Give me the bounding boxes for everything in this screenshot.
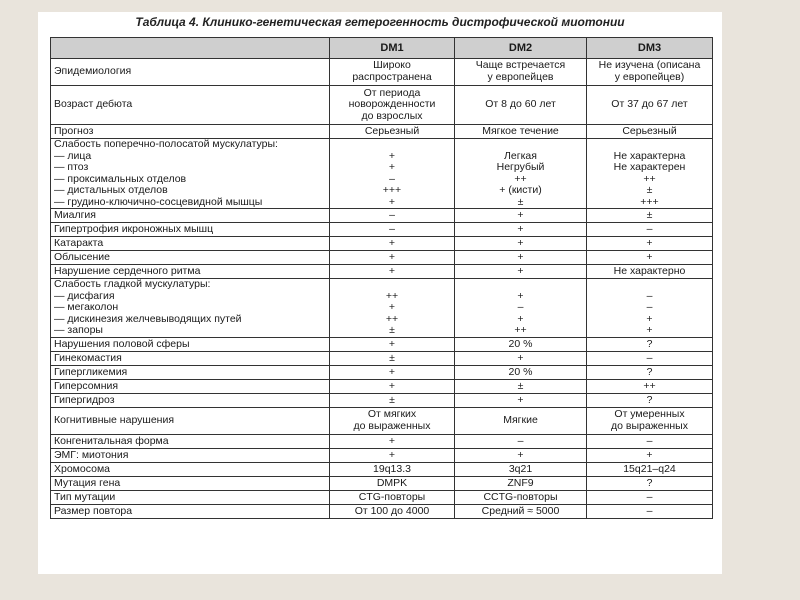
cell-value-text: 19q13.3 — [373, 462, 411, 475]
cell-value-text: + — [388, 301, 396, 314]
cell-value-text: ++ — [385, 312, 399, 325]
row-label-cell — [51, 237, 330, 251]
cell-value-text: ± — [517, 379, 524, 392]
cell-value-text: Средний ≈ 5000 — [481, 504, 560, 517]
cell-value-text: ± — [646, 184, 653, 197]
value-cell-dm3 — [587, 491, 713, 505]
row-label-text: Возраст дебюта — [54, 98, 133, 111]
cell-value-text: распространена — [352, 71, 432, 83]
value-cell-dm1 — [330, 209, 455, 223]
row-label-cell — [51, 394, 330, 408]
row-label-text: Миалгия — [54, 209, 96, 221]
cell-value-text: От умеренных — [614, 408, 685, 421]
value-cell-dm1 — [330, 338, 455, 352]
cell-value-text: – — [646, 434, 653, 447]
value-cell-dm2 — [455, 237, 587, 251]
cell-value-text: + — [646, 324, 653, 337]
cell-value-text: Мягкие — [503, 414, 538, 427]
value-cell-dm1 — [330, 366, 455, 380]
value-cell-dm3 — [587, 251, 713, 265]
cell-value-text: ? — [646, 476, 653, 489]
cell-value-text: ZNF9 — [507, 476, 534, 489]
cell-value-text: + — [517, 289, 524, 302]
cell-value-text: до выраженных — [353, 420, 431, 433]
table-row — [51, 279, 713, 338]
cell-value-text: + — [517, 237, 524, 249]
table-row — [51, 352, 713, 366]
value-cell-dm3 — [587, 352, 713, 366]
table-body — [51, 59, 713, 519]
table-row — [51, 125, 713, 139]
cell-value-text: От мягких — [367, 408, 417, 421]
value-cell-dm1 — [330, 449, 455, 463]
cell-value-text: + — [517, 223, 524, 235]
cell-value-text: +++ — [640, 195, 659, 208]
value-cell-dm1 — [330, 265, 455, 279]
table-caption: Таблица 4. Клинико-генетическая гетерогенность дистрофической миотонии — [135, 15, 625, 29]
row-label-cell — [51, 463, 330, 477]
cell-value-text: + — [388, 265, 396, 277]
row-label-cell — [51, 59, 330, 86]
cell-value-text: – — [646, 351, 653, 364]
cell-value-text: От периода — [363, 86, 421, 99]
cell-value-text: + — [388, 448, 396, 461]
cell-value-text: От 37 до 67 лет — [611, 98, 688, 111]
value-cell-dm3 — [587, 209, 713, 223]
row-label-cell — [51, 435, 330, 449]
value-cell-dm3 — [587, 59, 713, 86]
cell-value-text: 3q21 — [508, 462, 533, 475]
value-cell-dm3 — [587, 86, 713, 125]
cell-value-text: до выраженных — [611, 420, 688, 433]
cell-value-text: + — [517, 312, 524, 325]
cell-value-text — [458, 139, 583, 151]
value-cell-dm2 — [455, 338, 587, 352]
row-label-cell — [51, 352, 330, 366]
row-label-text: Гипергидроз — [54, 393, 115, 406]
cell-value-text: Мягкое течение — [482, 124, 559, 137]
row-label-cell — [51, 265, 330, 279]
row-label-text: — мегаколон — [54, 301, 119, 314]
row-label-text: — грудино-ключично-сосцевидной мышцы — [54, 195, 263, 208]
table-row — [51, 505, 713, 519]
cell-value-text: Серьезный — [364, 124, 420, 137]
cell-value-text: Не характерен — [613, 161, 686, 174]
value-cell-dm2 — [455, 477, 587, 491]
value-cell-dm1 — [330, 463, 455, 477]
table-row — [51, 223, 713, 237]
value-cell-dm3 — [587, 265, 713, 279]
row-label-cell — [51, 477, 330, 491]
cell-value-text: у европейцев — [487, 71, 554, 83]
row-label-text: — дистальных отделов — [54, 184, 168, 197]
cell-value-text: ++ — [385, 289, 399, 302]
cell-value-text: DMPK — [376, 476, 408, 489]
row-label-cell — [51, 223, 330, 237]
row-label-text: Гипергликемия — [54, 365, 128, 378]
row-label-text: Эпидемиология — [54, 65, 132, 78]
cell-value-text: – — [517, 301, 524, 314]
comparison-table — [50, 37, 713, 519]
row-label-text: Слабость поперечно-полосатой мускулатуры: — [54, 138, 278, 150]
table-row — [51, 380, 713, 394]
cell-value-text: + — [388, 251, 396, 263]
cell-value-text: ? — [646, 365, 653, 378]
row-label-text: Хромосома — [54, 462, 111, 475]
row-label-text: Нарушение сердечного ритма — [54, 265, 201, 277]
row-label-text: Прогноз — [54, 124, 94, 137]
cell-value-text: 20 % — [508, 365, 533, 378]
value-cell-dm2 — [455, 209, 587, 223]
cell-value-text: CTG-повторы — [358, 490, 426, 503]
value-cell-dm1 — [330, 408, 455, 435]
value-cell-dm2 — [455, 59, 587, 86]
row-label-cell — [51, 366, 330, 380]
row-label-text: Гипертрофия икроножных мышц — [54, 223, 214, 235]
cell-value-text: ± — [517, 195, 524, 208]
row-label-text: — птоз — [54, 161, 89, 174]
value-cell-dm1 — [330, 279, 455, 338]
value-cell-dm2 — [455, 86, 587, 125]
value-cell-dm2 — [455, 251, 587, 265]
row-label-text: Конгенитальная форма — [54, 434, 169, 447]
value-cell-dm1 — [330, 223, 455, 237]
cell-value-text: – — [646, 223, 653, 235]
value-cell-dm1 — [330, 251, 455, 265]
cell-value-text: – — [389, 209, 395, 221]
cell-value-text — [590, 139, 709, 151]
value-cell-dm3 — [587, 237, 713, 251]
cell-value-text: + — [388, 365, 396, 378]
table-row — [51, 449, 713, 463]
row-label-cell — [51, 86, 330, 125]
row-label-cell — [51, 380, 330, 394]
row-label-text: Гинекомастия — [54, 351, 122, 364]
cell-value-text: + — [646, 312, 653, 325]
value-cell-dm1 — [330, 352, 455, 366]
row-label-cell — [51, 279, 330, 338]
cell-value-text: + — [517, 209, 524, 221]
value-cell-dm2 — [455, 463, 587, 477]
value-cell-dm3 — [587, 449, 713, 463]
cell-value-text: ± — [646, 209, 653, 221]
row-label-text: Мутация гена — [54, 476, 121, 489]
value-cell-dm2 — [455, 408, 587, 435]
row-label-text: Нарушения половой сферы — [54, 337, 190, 350]
cell-value-text: ? — [646, 337, 653, 350]
value-cell-dm1 — [330, 394, 455, 408]
cell-value-text: + — [517, 251, 524, 263]
cell-value-text: ± — [389, 324, 395, 337]
cell-value-text: + — [388, 337, 396, 350]
document-page — [38, 12, 722, 574]
row-label-text: Когнитивные нарушения — [54, 414, 175, 427]
cell-value-text: новорожденности — [348, 98, 436, 111]
row-label-text: — проксимальных отделов — [54, 172, 187, 185]
value-cell-dm3 — [587, 338, 713, 352]
row-label-cell — [51, 251, 330, 265]
cell-value-text: + — [646, 237, 653, 249]
row-label-cell — [51, 505, 330, 519]
value-cell-dm3 — [587, 125, 713, 139]
cell-value-text: Широко — [373, 59, 411, 72]
row-label-cell — [51, 449, 330, 463]
value-cell-dm1 — [330, 435, 455, 449]
cell-value-text: Не характерна — [613, 149, 686, 162]
cell-value-text: + — [388, 237, 396, 249]
value-cell-dm3 — [587, 279, 713, 338]
value-cell-dm2 — [455, 449, 587, 463]
cell-value-text: + — [388, 379, 396, 392]
value-cell-dm1 — [330, 505, 455, 519]
table-row — [51, 435, 713, 449]
cell-value-text: + — [388, 149, 396, 162]
value-cell-dm2 — [455, 279, 587, 338]
cell-value-text: + — [517, 448, 524, 461]
table-row — [51, 237, 713, 251]
row-label-cell — [51, 139, 330, 209]
table-row — [51, 491, 713, 505]
cell-value-text: – — [389, 223, 395, 235]
value-cell-dm2 — [455, 366, 587, 380]
cell-value-text: CCTG-повторы — [483, 490, 558, 503]
value-cell-dm1 — [330, 237, 455, 251]
header-cell-dm2: DM2 — [455, 38, 587, 59]
value-cell-dm1 — [330, 380, 455, 394]
cell-value-text: – — [646, 504, 653, 517]
cell-value-text: Легкая — [504, 149, 537, 162]
value-cell-dm3 — [587, 477, 713, 491]
cell-value-text: ++ — [643, 172, 656, 185]
cell-value-text: – — [646, 301, 653, 314]
row-label-text: — дисфагия — [54, 289, 115, 302]
row-label-text: Слабость гладкой мускулатуры: — [54, 278, 211, 291]
table-row — [51, 338, 713, 352]
header-cell-empty — [51, 38, 330, 59]
row-label-text: Тип мутации — [54, 490, 116, 503]
table-row — [51, 394, 713, 408]
table-row — [51, 251, 713, 265]
table-row — [51, 139, 713, 209]
value-cell-dm1 — [330, 86, 455, 125]
value-cell-dm1 — [330, 139, 455, 209]
cell-value-text: ± — [389, 393, 395, 406]
value-cell-dm2 — [455, 505, 587, 519]
row-label-cell — [51, 209, 330, 223]
cell-value-text: +++ — [382, 184, 402, 197]
cell-value-text: От 100 до 4000 — [354, 504, 430, 517]
table-row — [51, 209, 713, 223]
row-label-text: Размер повтора — [54, 504, 133, 517]
cell-value-text: + — [646, 251, 653, 263]
cell-value-text: + — [517, 265, 524, 277]
cell-value-text: + — [388, 161, 396, 174]
table-row — [51, 366, 713, 380]
cell-value-text: Серьезный — [622, 124, 677, 137]
cell-value-text: Не характерно — [613, 265, 686, 277]
value-cell-dm1 — [330, 125, 455, 139]
header-cell-dm1: DM1 — [330, 38, 455, 59]
cell-value-text: + — [517, 351, 524, 364]
value-cell-dm3 — [587, 435, 713, 449]
row-label-text: — дискинезия желчевыводящих путей — [54, 312, 242, 325]
table-header-row — [51, 38, 713, 59]
value-cell-dm1 — [330, 477, 455, 491]
cell-value-text: до взрослых — [361, 109, 423, 122]
value-cell-dm3 — [587, 223, 713, 237]
value-cell-dm2 — [455, 139, 587, 209]
cell-value-text: ± — [389, 351, 395, 364]
row-label-text: — лица — [54, 149, 92, 162]
cell-value-text: – — [646, 289, 653, 302]
row-label-text: Гиперсомния — [54, 379, 119, 392]
cell-value-text: – — [646, 490, 653, 503]
row-label-cell — [51, 125, 330, 139]
value-cell-dm3 — [587, 366, 713, 380]
cell-value-text: – — [389, 172, 395, 185]
cell-value-text: ++ — [643, 379, 656, 392]
value-cell-dm3 — [587, 505, 713, 519]
value-cell-dm2 — [455, 394, 587, 408]
cell-value-text: 15q21–q24 — [623, 462, 676, 475]
table-row — [51, 477, 713, 491]
value-cell-dm3 — [587, 380, 713, 394]
cell-value-text — [333, 139, 451, 151]
row-label-cell — [51, 491, 330, 505]
value-cell-dm2 — [455, 265, 587, 279]
row-label-text: — запоры — [54, 324, 103, 337]
cell-value-text: у европейцев) — [614, 71, 685, 83]
value-cell-dm2 — [455, 435, 587, 449]
table-row — [51, 463, 713, 477]
cell-value-text: + — [517, 393, 524, 406]
value-cell-dm3 — [587, 408, 713, 435]
cell-value-text: ? — [646, 393, 653, 406]
value-cell-dm3 — [587, 394, 713, 408]
value-cell-dm2 — [455, 352, 587, 366]
row-label-text: ЭМГ: миотония — [54, 448, 129, 461]
value-cell-dm2 — [455, 125, 587, 139]
row-label-cell — [51, 338, 330, 352]
row-label-text: Катаракта — [54, 237, 104, 249]
cell-value-text: Негрубый — [496, 161, 545, 174]
table-row — [51, 408, 713, 435]
value-cell-dm3 — [587, 463, 713, 477]
header-cell-dm3: DM3 — [587, 38, 713, 59]
table-row — [51, 265, 713, 279]
cell-value-text: + (кисти) — [499, 184, 542, 197]
value-cell-dm1 — [330, 491, 455, 505]
cell-value-text: От 8 до 60 лет — [485, 98, 556, 111]
cell-value-text: + — [388, 195, 396, 208]
value-cell-dm3 — [587, 139, 713, 209]
cell-value-text: Чаще встречается — [475, 59, 566, 72]
cell-value-text: Не изучена (описана — [598, 59, 701, 72]
cell-value-text: + — [388, 434, 396, 447]
table-row — [51, 59, 713, 86]
value-cell-dm2 — [455, 491, 587, 505]
row-label-cell — [51, 408, 330, 435]
row-label-text: Облысение — [54, 251, 110, 263]
value-cell-dm1 — [330, 59, 455, 86]
table-row — [51, 86, 713, 125]
cell-value-text: 20 % — [508, 337, 533, 350]
value-cell-dm2 — [455, 380, 587, 394]
cell-value-text: ++ — [514, 172, 527, 185]
cell-value-text: + — [646, 448, 653, 461]
cell-value-text: ++ — [514, 324, 527, 337]
value-cell-dm2 — [455, 223, 587, 237]
cell-value-text: – — [517, 434, 524, 447]
